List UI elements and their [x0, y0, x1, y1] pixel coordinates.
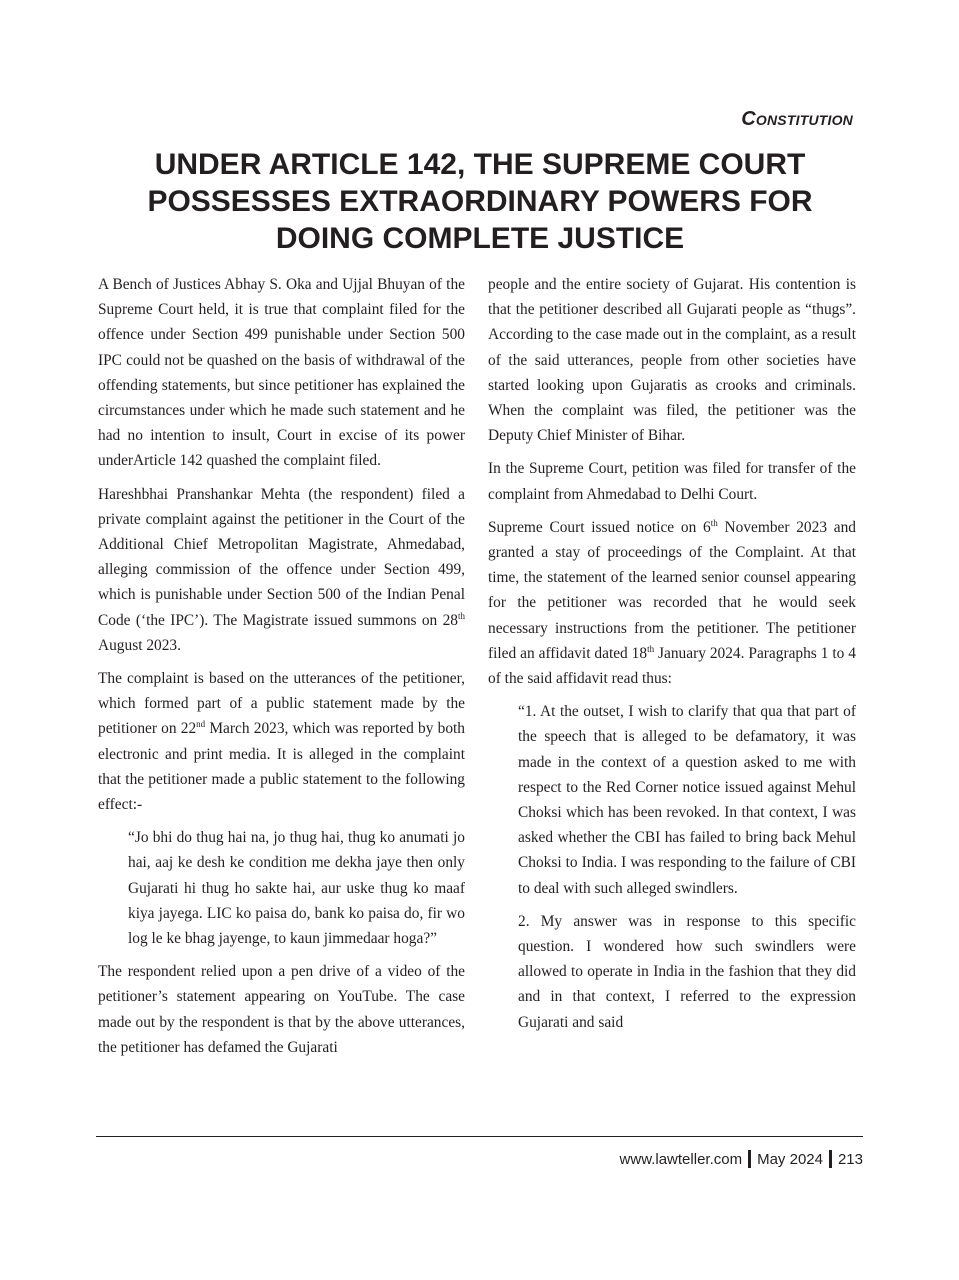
footer-divider	[96, 1136, 863, 1137]
section-label: Constitution	[741, 108, 853, 130]
paragraph: The respondent relied upon a pen drive of a video of the petitioner’s statement appearing on YouTube. The case made out by the respondent is that by the above utterances, the petitioner has defamed the Gujarati	[98, 963, 465, 1056]
paragraph: Supreme Court issued notice on 6th November 2023 and granted a stay of proceedings of the Complaint. At that time, the statement of the learned senior counsel appearing for the petitioner was recorded that he would seek necessary instructions from the petitioner. The petitioner filed an affidavit dated 18th January 2024. Paragraphs 1 to 4 of the said affidavit read thus:	[488, 517, 856, 688]
paragraph: In the Supreme Court, petition was filed for transfer of the complaint from Ahmedabad to Delhi Court.	[488, 460, 856, 503]
page-footer	[620, 1150, 863, 1168]
title-line: UNDER ARTICLE 142, THE SUPREME COURT	[154, 148, 806, 181]
issue-date: May 2024	[757, 1150, 823, 1168]
left-column	[98, 272, 465, 1068]
paragraph: people and the entire society of Gujarat. His contention is that the petitioner described all Gujarati people as “thugs”. According to the case made out in the complaint, as a result of the said utterances, people from other societies have started looking upon Gujaratis as crooks and criminals. When the complaint was filed, the petitioner was the Deputy Chief Minister of Bihar.	[488, 276, 856, 445]
website-link[interactable]: www.lawteller.com	[619, 1150, 743, 1168]
right-column	[488, 272, 856, 1043]
title-line: POSSESSES EXTRAORDINARY POWERS FOR	[147, 185, 813, 218]
block-quote: “1. At the outset, I wish to clarify that qua that part of the speech that is alleged to be defamatory, it was made in the context of a question asked to me with respect to the Red Corner notice issued against Mehul Choksi which has been revoked. In that context, I was asked whether the CBI has failed to bring back Mehul Choksi to India. I was responding to the failure of CBI to deal with such alleged swindlers.	[518, 703, 856, 897]
separator-bar	[829, 1150, 832, 1168]
separator-bar	[748, 1150, 751, 1168]
paragraph: Hareshbhai Pranshankar Mehta (the respondent) filed a private complaint against the petitioner in the Court of the Additional Chief Metropolitan Magistrate, Ahmedabad, alleging commission of the offence under Section 499, which is punishable under Section 500 of the Indian Penal Code (‘the IPC’). The Magistrate issued summons on 28th August 2023.	[98, 485, 465, 654]
paragraph: The complaint is based on the utterances of the petitioner, which formed part of a public statement made by the petitioner on 22nd March 2023, which was reported by both electronic and print media. It is alleged in the complaint that the petitioner made a public statement to the following effect:-	[98, 670, 465, 814]
title-line: DOING COMPLETE JUSTICE	[275, 222, 685, 255]
article-title	[96, 146, 864, 257]
paragraph: A Bench of Justices Abhay S. Oka and Ujjal Bhuyan of the Supreme Court held, it is true that complaint filed for the offence under Section 499 punishable under Section 500 IPC could not be quashed on the basis of withdrawal of the offending statements, but since petitioner has explained the circumstances under which he made such statement and he had no intention to insult, Court in excise of its power underArticle 142 quashed the complaint filed.	[98, 276, 465, 470]
block-quote: “Jo bhi do thug hai na, jo thug hai, thug ko anumati jo hai, aaj ke desh ke condition me dekha jaye then only Gujarati hi thug ho sakte hai, aur uske thug ko maaf kiya jayega. LIC ko paisa do, bank ko paisa do, fir wo log le ke bhag jayenge, to kaun jimmedaar hoga?”	[128, 829, 465, 948]
page-number: 213	[837, 1150, 863, 1168]
block-quote: 2. My answer was in response to this specific question. I wondered how such swindlers were allowed to operate in India in the fashion that they did and in that context, I referred to the expression Gujarati and said	[518, 912, 856, 1031]
